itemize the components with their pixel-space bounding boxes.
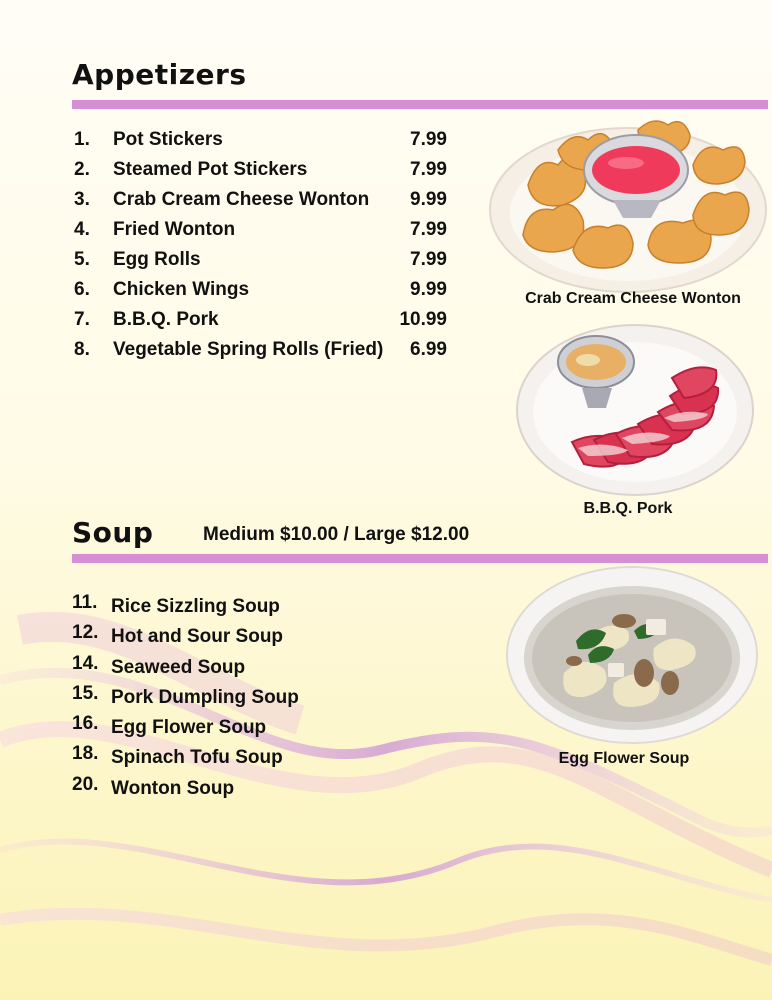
menu-item (74, 125, 447, 155)
item-number: 3. (74, 189, 90, 210)
item-number: 2. (74, 159, 90, 180)
item-name: Hot and Sour Soup (111, 626, 284, 648)
item-name: Seaweed Soup (111, 656, 246, 678)
item-name: Pork Dumpling Soup (111, 686, 299, 708)
soup-heading: Soup (72, 516, 154, 549)
crab-wonton-photo (488, 115, 768, 295)
item-price: 7.99 (410, 219, 447, 240)
item-number: 20. (72, 773, 99, 795)
item-price: 10.99 (399, 309, 447, 330)
egg-flower-soup-photo (504, 563, 760, 745)
item-number: 16. (72, 713, 99, 735)
menu-item (72, 622, 392, 652)
menu-item (74, 335, 447, 365)
item-number: 8. (74, 339, 90, 360)
item-name: Wonton Soup (111, 777, 235, 799)
item-number: 15. (72, 682, 99, 704)
menu-item (74, 275, 447, 305)
item-number: 18. (72, 743, 99, 765)
item-name: Spinach Tofu Soup (111, 747, 283, 769)
item-number: 1. (74, 129, 90, 150)
item-price: 6.99 (410, 339, 447, 360)
photo-caption: Crab Cream Cheese Wonton (525, 290, 741, 307)
bbq-pork-photo (514, 320, 756, 498)
menu-item (74, 305, 447, 335)
item-name: Egg Rolls (113, 249, 201, 270)
item-name: B.B.Q. Pork (113, 309, 219, 330)
item-price: 7.99 (410, 249, 447, 270)
photo-caption: B.B.Q. Pork (583, 500, 673, 517)
menu-item (72, 653, 392, 683)
item-name: Egg Flower Soup (111, 717, 267, 739)
menu-item (72, 683, 392, 713)
menu-item (72, 743, 392, 773)
item-number: 7. (74, 309, 90, 330)
soup-divider (72, 554, 768, 563)
item-number: 11. (72, 592, 98, 613)
item-price: 9.99 (410, 279, 447, 300)
item-name: Vegetable Spring Rolls (Fried) (113, 339, 384, 360)
item-price: 7.99 (410, 159, 447, 180)
appetizers-heading: Appetizers (72, 58, 247, 91)
appetizers-divider (72, 100, 768, 109)
item-name: Pot Stickers (113, 129, 223, 150)
item-price: 9.99 (410, 189, 447, 210)
item-name: Fried Wonton (113, 219, 236, 240)
item-number: 4. (74, 219, 90, 240)
menu-item (72, 713, 392, 743)
soup-price-note: Medium $10.00 / Large $12.00 (203, 524, 470, 545)
menu-item (74, 185, 447, 215)
photo-caption: Egg Flower Soup (558, 750, 690, 767)
item-number: 14. (72, 652, 99, 674)
soup-list (72, 592, 392, 804)
item-name: Crab Cream Cheese Wonton (113, 189, 370, 210)
item-number: 6. (74, 279, 90, 300)
item-name: Rice Sizzling Soup (111, 596, 280, 617)
appetizers-list (74, 125, 447, 365)
item-name: Steamed Pot Stickers (113, 159, 308, 180)
menu-item (72, 592, 392, 622)
item-number: 5. (74, 249, 90, 270)
menu-item (74, 215, 447, 245)
item-number: 12. (72, 622, 99, 644)
menu-item (74, 245, 447, 275)
menu-item (74, 155, 447, 185)
item-name: Chicken Wings (113, 279, 250, 300)
item-price: 7.99 (410, 129, 447, 150)
menu-item (72, 774, 392, 804)
